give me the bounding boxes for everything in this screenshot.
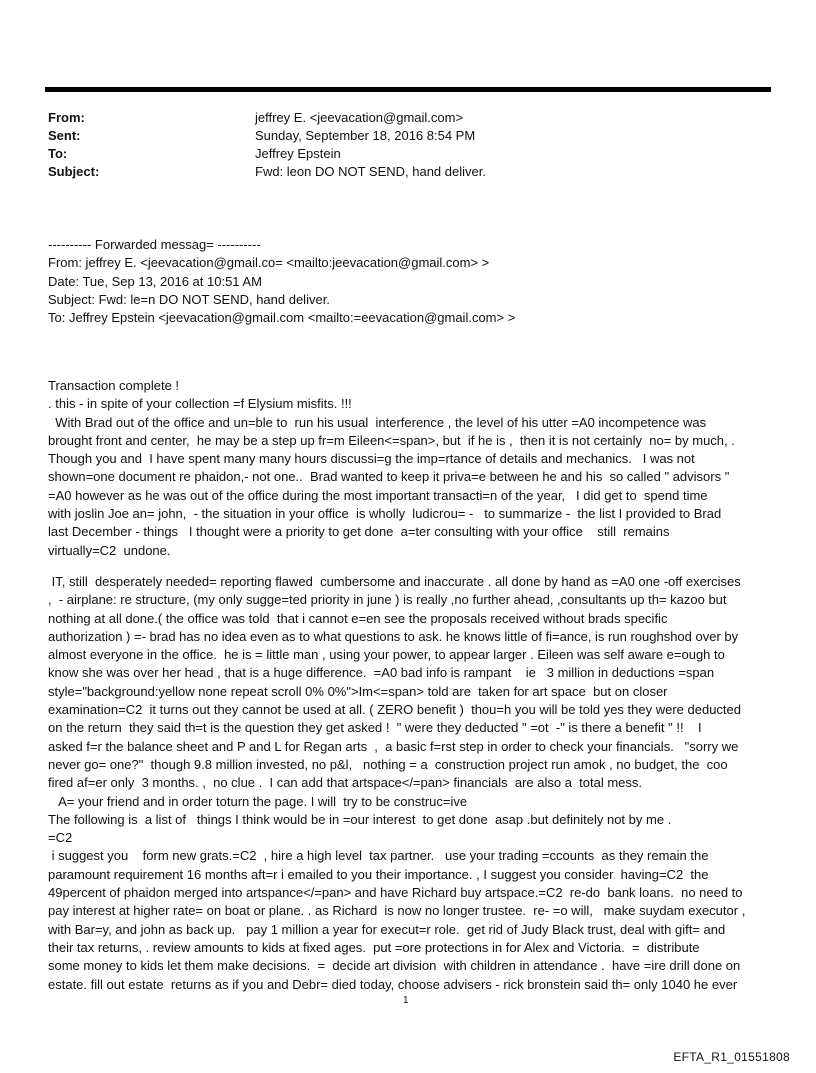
- subject-label: Subject:: [48, 164, 100, 179]
- to-value: Jeffrey Epstein: [255, 146, 341, 161]
- text-line: nothing at all done.( the office was told that i cannot e=en see the proposals received without brads specific: [48, 610, 668, 626]
- header-rule: [45, 87, 771, 92]
- sent-value: Sunday, September 18, 2016 8:54 PM: [255, 128, 476, 143]
- text-line: with Bar=y, and john as back up. pay 1 million a year for execut=r role. get rid of Judy Black trust, deal with gift= and: [48, 921, 726, 937]
- text-line: Transaction complete !: [48, 378, 180, 393]
- text-line: examination=C2 it turns out they cannot be used at all. ( ZERO benefit ) thou=h you will be told yes they were deducted: [48, 702, 742, 718]
- from-value: jeffrey E. <jeevacation@gmail.com>: [255, 110, 464, 125]
- text-line: pay interest at higher rate= on boat or plane. . as Richard is now no longer trustee. re- =o will, make suydam executor ,: [48, 903, 746, 919]
- text-line: =A0 however as he was out of the office during the most important transacti=n of the year, I did get to spend time: [48, 487, 708, 503]
- text-line: shown=one document re phaidon,- not one.. Brad wanted to keep it priva=e between he and his so called " advisors ": [48, 469, 730, 485]
- to-label: To:: [48, 146, 68, 161]
- body-paragraph-2: [48, 573, 745, 994]
- body-paragraph-1: [48, 377, 735, 560]
- text-line: The following is a list of things I think would be in =our interest to get done asap .but definitely not by me .: [48, 811, 672, 827]
- document-id: EFTA_R1_01551808: [673, 1050, 790, 1064]
- text-line: With Brad out of the office and un=ble to run his usual interference , the level of his utter =A0 incompetence was: [48, 414, 707, 430]
- text-line: brought front and center, he may be a step up fr=m Eileen<=span>, but if he is , then it is not certainly no= by much, .: [48, 432, 735, 448]
- page-number: 1: [403, 995, 409, 1006]
- text-line: never go= one?" though 9.8 million invested, no p&l, nothing = a construction project run amok , no budget, the coo: [48, 756, 728, 772]
- text-line: . this - in spite of your collection =f Elysium misfits. !!!: [48, 396, 352, 412]
- text-line: To: Jeffrey Epstein <jeevacation@gmail.com <mailto:=eevacation@gmail.com> >: [48, 310, 516, 326]
- text-line: Date: Tue, Sep 13, 2016 at 10:51 AM: [48, 273, 262, 289]
- text-line: IT, still desperately needed= reporting flawed cumbersome and inaccurate . all done by hand as =A0 one -off exercises: [48, 574, 741, 589]
- text-line: A= your friend and in order toturn the page. I will try to be construc=ive: [48, 793, 468, 809]
- text-line: From: jeffrey E. <jeevacation@gmail.co= <mailto:jeevacation@gmail.com> >: [48, 255, 490, 271]
- from-label: From:: [48, 110, 85, 125]
- text-line: paramount requirement 16 months aft=r i emailed to you their importance. , I suggest you consider having=C2 the: [48, 866, 709, 882]
- text-line: with joslin Joe an= john, - the situation in your office is wholly ludicrou= - to summarize - the list I provided to Brad: [48, 506, 722, 522]
- text-line: their tax returns, . review amounts to kids at fixed ages. put =ore protections in for Alex and Victoria. = distribute: [48, 939, 700, 955]
- text-line: style="background:yellow none repeat scroll 0% 0%">Im<=span> told are taken for art space but on closer: [48, 683, 668, 699]
- forwarded-header: [48, 236, 515, 327]
- text-line: asked f=r the balance sheet and P and L for Regan arts , a basic f=rst step in order to check your financials. "sorry we: [48, 738, 739, 754]
- subject-value: Fwd: leon DO NOT SEND, hand deliver.: [255, 164, 486, 179]
- text-line: 49percent of phaidon merged into artspance</=pan> and have Richard buy artspace.=C2 re-do bank loans. no need to: [48, 885, 743, 901]
- text-line: Subject: Fwd: le=n DO NOT SEND, hand deliver.: [48, 291, 330, 307]
- text-line: =C2: [48, 830, 73, 846]
- text-line: authorization ) =- brad has no idea even as to what questions to ask. he knows little of fi=ance, is run roughshod over by: [48, 628, 739, 644]
- text-line: fired af=er only 3 months. , no clue . I can add that artspace</=pan> financials are also a total mess.: [48, 775, 643, 791]
- text-line: last December - things I thought were a priority to get done a=ter consulting with your office still remains: [48, 524, 670, 540]
- text-line: know she was over her head , that is a huge difference. =A0 bad info is rampant ie 3 million in deductions =span: [48, 665, 715, 681]
- text-line: virtually=C2 undone.: [48, 542, 171, 558]
- text-line: , - airplane: re structure, (my only sugge=ted priority in june ) is really ,no further ahead, ,consultants up th= kazoo but: [48, 592, 727, 608]
- text-line: i suggest you form new grats.=C2 , hire a high level tax partner. use your trading =ccounts as they remain the: [48, 848, 709, 864]
- text-line: estate. fill out estate returns as if you and Debr= died today, choose advisers - rick bronstein said th= only 1040 he ever: [48, 976, 738, 992]
- sent-label: Sent:: [48, 128, 81, 143]
- text-line: on the return they said th=t is the question they get asked ! " were they deducted " =ot -" is there a benefit " !! I: [48, 720, 702, 736]
- text-line: some money to kids let them make decisions. = decide art division with children in attendance . have =ire drill done on: [48, 958, 741, 974]
- text-line: ---------- Forwarded messag= ----------: [48, 237, 261, 252]
- text-line: almost everyone in the office. he is = little man , using your power, to appear larger . Eileen was self aware e=ough to: [48, 647, 725, 663]
- text-line: Though you and I have spent many many hours discussi=g the imp=rtance of details and mechanics. I was not: [48, 451, 695, 467]
